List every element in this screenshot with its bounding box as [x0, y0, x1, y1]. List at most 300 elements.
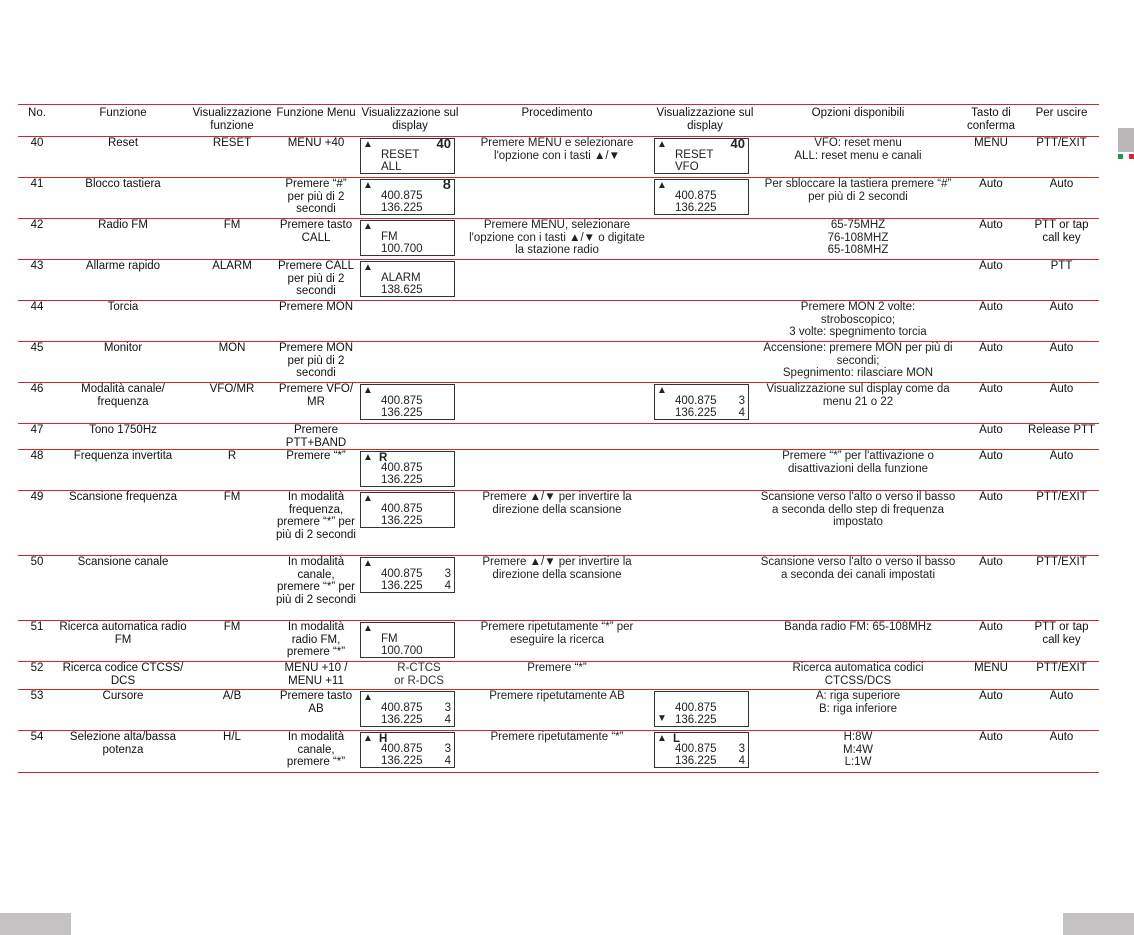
lcd-mark: R: [379, 452, 388, 465]
function-menu: [274, 690, 358, 731]
options-text: Premere “*” per l'attivazione o disattivazioni della funzione: [782, 450, 934, 475]
lcd-l2: 136.225: [675, 407, 717, 419]
lcd-display: [360, 492, 455, 528]
row-number-text: 47: [30, 424, 44, 436]
function-display-text: FM: [223, 491, 241, 504]
table-row: [18, 621, 1099, 662]
display-cell-2: [652, 178, 758, 219]
lcd-l2: 138.625: [381, 284, 423, 296]
procedure: [462, 731, 652, 773]
header-vis-funzione: Visualizzazione funzione: [190, 105, 274, 137]
function-name-text: Blocco tastiera: [85, 178, 161, 190]
lcd-icon: ȣ: [442, 177, 451, 192]
display-cell-1: [358, 690, 462, 731]
exit-key-text: Auto: [1049, 301, 1074, 313]
exit-key: [1024, 219, 1099, 260]
lcd-l1: 400.875: [381, 395, 423, 407]
display-cell-2: [652, 137, 758, 178]
function-menu-text: MENU +10 / MENU +11: [284, 662, 348, 687]
lcd-display: [360, 732, 455, 768]
row-number-text: 44: [30, 301, 44, 313]
exit-key-text: PTT or tap call key: [1034, 219, 1089, 244]
function-name-text: Radio FM: [98, 219, 148, 231]
lcd-c1: 3: [738, 395, 745, 407]
function-menu: [274, 260, 358, 301]
function-menu: [274, 731, 358, 773]
row-number: [18, 342, 56, 383]
exit-key: [1024, 556, 1099, 621]
lcd-l2: VFO: [675, 161, 699, 173]
footer-bar-right: [1063, 913, 1134, 935]
exit-key: [1024, 450, 1099, 491]
exit-key-text: PTT or tap call key: [1034, 621, 1089, 646]
exit-key-text: Auto: [1049, 342, 1074, 354]
function-name-text: Monitor: [103, 342, 143, 354]
function-menu-text: Premere PTT+BAND: [285, 424, 347, 449]
function-display: [190, 621, 274, 662]
function-display: [190, 450, 274, 491]
options: [758, 621, 958, 662]
options-text: Per sbloccare la tastiera premere “#” per più di 2 secondi: [764, 178, 952, 203]
confirm-key-text: Auto: [979, 556, 1003, 569]
lcd-display: [360, 261, 455, 297]
exit-key-text: Auto: [1049, 383, 1074, 395]
confirm-key: [958, 662, 1024, 690]
options-text: Banda radio FM: 65-108MHz: [784, 621, 932, 634]
exit-key: [1024, 301, 1099, 342]
function-name: [56, 219, 190, 260]
exit-key: [1024, 424, 1099, 450]
function-menu: [274, 383, 358, 424]
options-text: VFO: reset menu ALL: reset menu e canali: [794, 137, 922, 162]
lcd-l1: 400.875: [381, 462, 423, 475]
display-cell-2: [652, 491, 758, 556]
function-menu: [274, 301, 358, 342]
display-cell-1: [358, 301, 462, 342]
function-name: [56, 137, 190, 178]
confirm-key-text: Auto: [979, 621, 1003, 634]
confirm-key-text: Auto: [979, 424, 1003, 436]
row-number-text: 42: [30, 219, 44, 231]
function-name-text: Allarme rapido: [85, 260, 161, 272]
function-display: [190, 178, 274, 219]
exit-key: [1024, 731, 1099, 773]
options: [758, 731, 958, 773]
display-cell-2: [652, 219, 758, 260]
arrow-up-icon: ▲: [363, 452, 373, 464]
table-row: [18, 178, 1099, 219]
exit-key: [1024, 621, 1099, 662]
confirm-key: [958, 137, 1024, 178]
table-row: [18, 556, 1099, 621]
confirm-key: [958, 178, 1024, 219]
confirm-key: [958, 301, 1024, 342]
table-row: [18, 731, 1099, 773]
row-number-text: 41: [30, 178, 44, 190]
procedure: [462, 662, 652, 690]
function-display: [190, 383, 274, 424]
header-uscire: Per uscire: [1024, 105, 1099, 137]
lcd-display: [360, 691, 455, 727]
arrow-up-icon: ▲: [657, 385, 667, 396]
exit-key-text: PTT/EXIT: [1036, 556, 1087, 569]
function-name: [56, 731, 190, 773]
arrow-up-icon: ▲: [657, 180, 667, 191]
function-display-text: MON: [218, 342, 246, 354]
exit-key-text: Auto: [1049, 731, 1074, 744]
confirm-key: [958, 621, 1024, 662]
lcd-l1: 400.875: [381, 702, 423, 715]
confirm-key: [958, 491, 1024, 556]
arrow-up-icon: ▲: [363, 221, 373, 232]
function-name-text: Reset: [107, 137, 139, 149]
table-row: [18, 424, 1099, 450]
confirm-key-text: Auto: [979, 301, 1003, 313]
lcd-c2: 4: [444, 755, 451, 768]
arrow-up-icon: ▲: [363, 493, 373, 505]
options-text: Ricerca automatica codici CTCSS/DCS: [792, 662, 924, 687]
function-menu-text: In modalità canale, premere “*” per più di 2 secondi: [276, 556, 356, 606]
lcd-mark: L: [673, 733, 681, 746]
function-name: [56, 424, 190, 450]
procedure: [462, 342, 652, 383]
flag-red: [1129, 154, 1134, 159]
arrow-down-icon: ▼: [657, 713, 667, 725]
procedure: [462, 491, 652, 556]
table-row: [18, 450, 1099, 491]
options-text: Premere MON 2 volte: stroboscopico; 3 volte: spegnimento torcia: [789, 301, 927, 339]
header-funzione-menu: Funzione Menu: [274, 105, 358, 137]
row-number-text: 48: [30, 450, 44, 463]
lcd-c2: 4: [738, 755, 745, 768]
lcd-l2: 100.700: [381, 243, 423, 255]
lcd-l2: 136.225: [381, 755, 423, 768]
function-display-text: VFO/MR: [209, 383, 255, 395]
procedure: [462, 178, 652, 219]
lcd-l2: 136.225: [381, 714, 423, 727]
function-name: [56, 178, 190, 219]
options-text: Scansione verso l'alto o verso il basso a seconda dello step di frequenza impostato: [760, 491, 956, 529]
function-display-text: FM: [223, 219, 241, 231]
function-menu-text: In modalità frequenza, premere “*” per più di 2 secondi: [276, 491, 356, 541]
display-cell-2: [652, 260, 758, 301]
options-text: Visualizzazione sul display come da menu 21 o 22: [766, 383, 950, 408]
lcd-display: [654, 384, 749, 420]
function-display: [190, 662, 274, 690]
display-cell-1: [358, 662, 462, 690]
procedure-text: Premere ripetutamente AB: [489, 690, 625, 703]
confirm-key-text: MENU: [974, 662, 1008, 675]
function-display-text: R: [227, 450, 237, 463]
table-row: [18, 491, 1099, 556]
options-text: A: riga superiore B: riga inferiore: [815, 690, 901, 715]
confirm-key: [958, 450, 1024, 491]
display-cell-1: [358, 137, 462, 178]
lcd-l1: 400.875: [675, 743, 717, 756]
exit-key-text: Auto: [1049, 450, 1074, 463]
row-number: [18, 424, 56, 450]
function-display: [190, 690, 274, 731]
function-display: [190, 491, 274, 556]
lcd-l2: 100.700: [381, 645, 423, 658]
lcd-l1: FM: [381, 633, 398, 646]
display-cell-2: [652, 621, 758, 662]
table-row: [18, 342, 1099, 383]
function-name-text: Frequenza invertita: [73, 450, 173, 463]
lcd-display: [360, 384, 455, 420]
lcd-display: [360, 220, 455, 256]
row-number: [18, 491, 56, 556]
display-cell-2: [652, 424, 758, 450]
function-name: [56, 491, 190, 556]
function-name: [56, 301, 190, 342]
procedure: [462, 383, 652, 424]
options: [758, 662, 958, 690]
lcd-display: [654, 732, 749, 768]
function-display-text: H/L: [223, 731, 241, 744]
lcd-l1: 400.875: [381, 568, 423, 581]
row-number: [18, 621, 56, 662]
display-cell-1: [358, 178, 462, 219]
row-number: [18, 219, 56, 260]
options: [758, 260, 958, 301]
lcd-display: [360, 451, 455, 487]
function-menu-text: Premere VFO/ MR: [278, 383, 354, 408]
table-row: [18, 301, 1099, 342]
row-number-text: 54: [30, 731, 44, 744]
function-name: [56, 383, 190, 424]
function-menu-text: Premere CALL per più di 2 secondi: [277, 260, 355, 298]
display-cell-2: [652, 690, 758, 731]
display-plain-text: R-CTCS or R-DCS: [394, 662, 444, 687]
function-menu-text: MENU +40: [287, 137, 345, 149]
function-menu-text: Premere MON: [278, 301, 354, 313]
lcd-display: [360, 622, 455, 658]
function-menu: [274, 137, 358, 178]
procedure-text: Premere MENU, selezionare l'opzione con i tasti ▲/▼ o digitate la stazione radio: [469, 219, 645, 257]
lcd-l2: 136.225: [381, 580, 423, 593]
arrow-up-icon: ▲: [363, 139, 373, 150]
lcd-c1: 3: [444, 743, 451, 756]
row-number-text: 53: [30, 690, 44, 703]
lcd-l1: 400.875: [675, 702, 717, 715]
function-name: [56, 260, 190, 301]
confirm-key: [958, 424, 1024, 450]
lcd-l2: 136.225: [675, 202, 717, 214]
arrow-up-icon: ▲: [363, 733, 373, 745]
header-procedimento: Procedimento: [462, 105, 652, 137]
lcd-c2: 4: [738, 407, 745, 419]
display-cell-2: [652, 556, 758, 621]
function-name: [56, 690, 190, 731]
display-cell-1: [358, 424, 462, 450]
display-cell-2: [652, 301, 758, 342]
footer-bar-left: [0, 913, 71, 935]
row-number: [18, 383, 56, 424]
function-name-text: Torcia: [107, 301, 139, 313]
lcd-c1: 3: [444, 568, 451, 581]
function-menu: [274, 621, 358, 662]
arrow-up-icon: ▲: [363, 692, 373, 704]
display-cell-2: [652, 450, 758, 491]
function-menu-text: Premere tasto CALL: [279, 219, 353, 244]
function-display: [190, 137, 274, 178]
lcd-c1: 3: [738, 743, 745, 756]
lcd-l2: 136.225: [381, 407, 423, 419]
exit-key-text: Auto: [1049, 690, 1074, 703]
function-display: [190, 731, 274, 773]
options-text: Scansione verso l'alto o verso il basso a seconda dei canali impostati: [760, 556, 956, 581]
lcd-c1: 3: [444, 702, 451, 715]
function-display-text: RESET: [212, 137, 252, 149]
display-cell-1: [358, 260, 462, 301]
display-cell-1: [358, 556, 462, 621]
lcd-l1: ALARM: [381, 272, 421, 284]
row-number: [18, 450, 56, 491]
header-funzione: Funzione: [56, 105, 190, 137]
exit-key: [1024, 662, 1099, 690]
functions-table: [18, 104, 1099, 773]
lcd-l2: 136.225: [675, 714, 717, 727]
lcd-big: 40: [730, 136, 745, 151]
function-name-text: Modalità canale/ frequenza: [81, 383, 165, 408]
function-menu: [274, 556, 358, 621]
function-name-text: Selezione alta/bassa potenza: [69, 731, 177, 756]
display-cell-1: [358, 491, 462, 556]
options-text: Accensione: premere MON per più di secondi; Spegnimento: rilasciare MON: [763, 342, 953, 380]
options: [758, 301, 958, 342]
options: [758, 219, 958, 260]
display-cell-1: [358, 342, 462, 383]
function-name: [56, 556, 190, 621]
lcd-display: [654, 179, 749, 215]
exit-key-text: PTT: [1050, 260, 1073, 272]
header-display-1: Visualizzazione sul display: [358, 105, 462, 137]
function-menu-text: In modalità radio FM, premere “*”: [286, 621, 346, 659]
row-number: [18, 301, 56, 342]
table-row: [18, 219, 1099, 260]
confirm-key-text: Auto: [979, 731, 1003, 744]
options: [758, 424, 958, 450]
function-name-text: Ricerca codice CTCSS/ DCS: [62, 662, 184, 687]
header-no: No.: [18, 105, 56, 137]
lcd-c2: 4: [444, 714, 451, 727]
header-display-2: Visualizzazione sul display: [652, 105, 758, 137]
procedure: [462, 556, 652, 621]
procedure-text: Premere ripetutamente “*”: [490, 731, 624, 744]
function-display: [190, 556, 274, 621]
options-text: 65-75MHZ 76-108MHZ 65-108MHZ: [827, 219, 889, 257]
procedure: [462, 137, 652, 178]
table-row: [18, 137, 1099, 178]
lcd-l1: 400.875: [381, 190, 423, 202]
options: [758, 450, 958, 491]
row-number: [18, 260, 56, 301]
procedure: [462, 690, 652, 731]
exit-key-text: Auto: [1049, 178, 1074, 190]
arrow-up-icon: ▲: [363, 623, 373, 635]
procedure-text: Premere ripetutamente “*” per eseguire la ricerca: [480, 621, 634, 646]
procedure-text: Premere MENU e selezionare l'opzione con i tasti ▲/▼: [480, 137, 634, 162]
function-menu-text: Premere “#” per più di 2 secondi: [285, 178, 347, 216]
options: [758, 383, 958, 424]
header-conferma: Tasto di conferma: [958, 105, 1024, 137]
lcd-l1: 400.875: [381, 503, 423, 516]
procedure: [462, 301, 652, 342]
options: [758, 690, 958, 731]
confirm-key-text: Auto: [979, 178, 1003, 190]
function-display: [190, 219, 274, 260]
row-number: [18, 662, 56, 690]
display-cell-1: [358, 450, 462, 491]
function-name: [56, 621, 190, 662]
row-number-text: 49: [30, 491, 44, 504]
lcd-display: [360, 138, 455, 174]
function-name-text: Cursore: [102, 690, 144, 703]
procedure: [462, 424, 652, 450]
header-opzioni: Opzioni disponibili: [758, 105, 958, 137]
procedure: [462, 621, 652, 662]
lcd-l1: FM: [381, 231, 398, 243]
function-menu: [274, 219, 358, 260]
exit-key-text: PTT/EXIT: [1036, 491, 1087, 504]
lcd-l1: RESET: [675, 149, 714, 161]
display-cell-2: [652, 383, 758, 424]
row-number-text: 40: [30, 137, 44, 149]
procedure: [462, 450, 652, 491]
lcd-l2: 136.225: [675, 755, 717, 768]
row-number-text: 50: [30, 556, 44, 569]
arrow-up-icon: ▲: [657, 733, 667, 745]
function-display: [190, 301, 274, 342]
function-name: [56, 450, 190, 491]
confirm-key-text: Auto: [979, 260, 1003, 272]
options-text: H:8W M:4W L:1W: [842, 731, 874, 769]
lcd-c2: 4: [444, 580, 451, 593]
function-name-text: Tono 1750Hz: [89, 424, 157, 436]
lcd-l2: 136.225: [381, 202, 423, 214]
exit-key-text: PTT/EXIT: [1036, 137, 1087, 149]
confirm-key: [958, 690, 1024, 731]
display-cell-1: [358, 219, 462, 260]
lcd-l1: 400.875: [381, 743, 423, 756]
display-cell-2: [652, 342, 758, 383]
exit-key-text: PTT/EXIT: [1036, 662, 1087, 675]
procedure: [462, 219, 652, 260]
function-menu: [274, 178, 358, 219]
row-number-text: 45: [30, 342, 44, 354]
table-row: [18, 662, 1099, 690]
row-number: [18, 178, 56, 219]
confirm-key: [958, 731, 1024, 773]
header-row: [18, 105, 1099, 137]
confirm-key-text: Auto: [979, 342, 1003, 354]
confirm-key-text: Auto: [979, 690, 1003, 703]
exit-key: [1024, 342, 1099, 383]
display-cell-1: [358, 621, 462, 662]
confirm-key: [958, 383, 1024, 424]
confirm-key: [958, 342, 1024, 383]
lcd-big: 40: [436, 136, 451, 151]
row-number-text: 51: [30, 621, 44, 634]
exit-key: [1024, 491, 1099, 556]
row-number: [18, 690, 56, 731]
arrow-up-icon: ▲: [363, 558, 373, 570]
confirm-key: [958, 219, 1024, 260]
arrow-up-icon: ▲: [363, 385, 373, 396]
lcd-l2: 136.225: [381, 474, 423, 487]
display-cell-1: [358, 731, 462, 773]
